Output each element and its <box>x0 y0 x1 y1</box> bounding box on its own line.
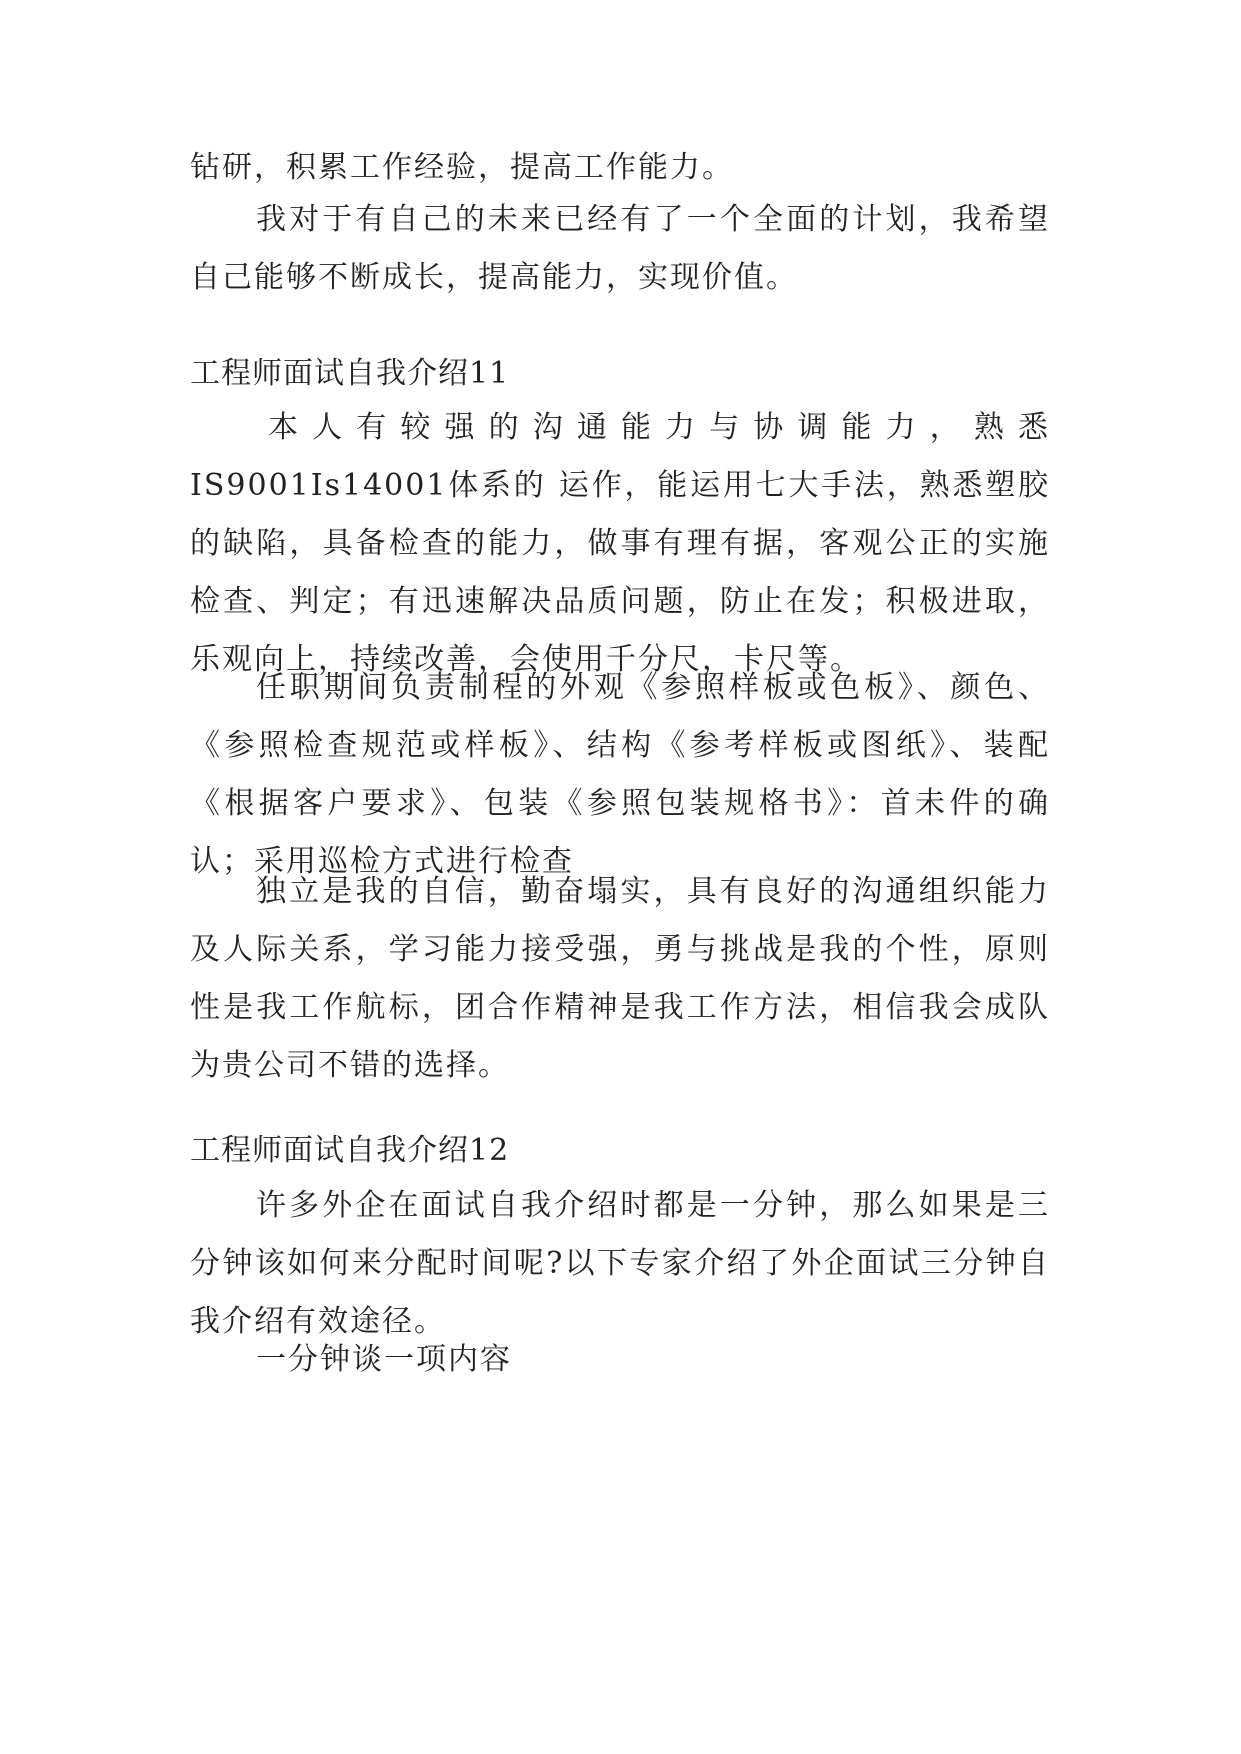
paragraph-s12-intro: 许多外企在面试自我介绍时都是一分钟，那么如果是三分钟该如何来分配时间呢?以下专家介绍了外企面试三分钟自我介绍有效途径。 <box>190 1188 1050 1339</box>
paragraph-future-plan: 我对于有自己的未来已经有了一个全面的计划，我希望自己能够不断成长，提高能力，实现价值。 <box>190 202 1050 295</box>
section-title-11: 工程师面试自我介绍11 <box>190 356 510 391</box>
paragraph-s11-personality: 独立是我的自信，勤奋塌实，具有良好的沟通组织能力及人际关系，学习能力接受强，勇与挑战是我的个性，原则性是我工作航标，团合作精神是我工作方法，相信我会成队为贵公司不错的选择。 <box>190 874 1050 1083</box>
paragraph-s12-one-minute: 一分钟谈一项内容 <box>256 1342 512 1377</box>
paragraph-intro-tail: 钻研，积累工作经验，提高工作能力。 <box>190 150 734 185</box>
paragraph-s11-skills: 本人有较强的沟通能力与协调能力，熟悉IS9001Is14001体系的 运作，能运用七大手法，熟悉塑胶的缺陷，具备检查的能力，做事有理有据，客观公正的实施检查、判定；有迅速解决品质问题，防止在发；积极进取，乐观向上，持续改善，会使用千分尺，卡尺等。 <box>190 410 1050 677</box>
section-title-12: 工程师面试自我介绍12 <box>190 1133 510 1168</box>
paragraph-s11-duties: 任职期间负责制程的外观《参照样板或色板》、颜色、《参照检查规范或样板》、结构《参考样板或图纸》、装配《根据客户要求》、包装《参照包装规格书》：首未件的确认；采用巡检方式进行检查 <box>190 670 1050 879</box>
